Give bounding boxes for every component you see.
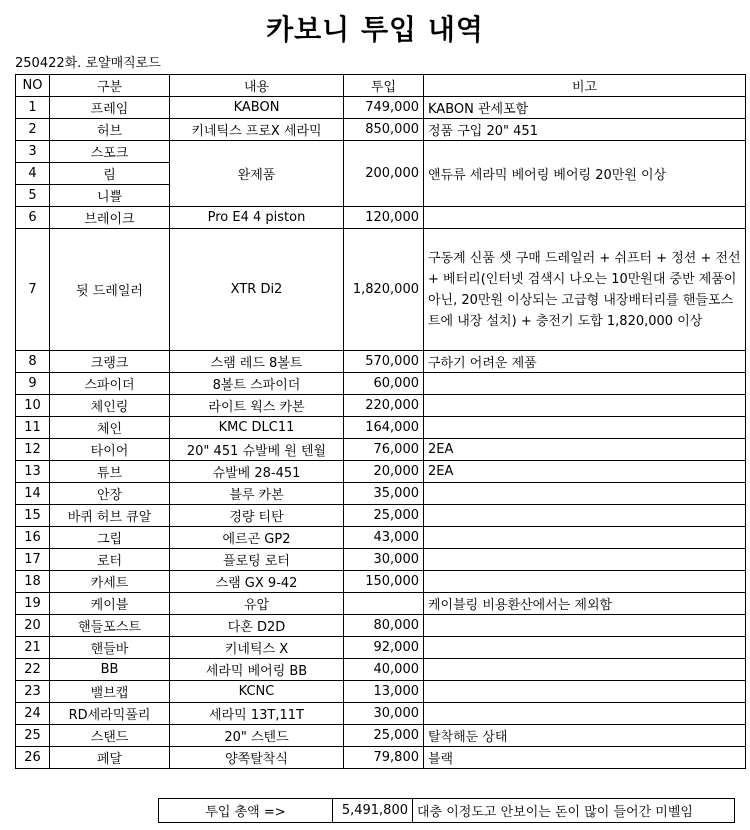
cell-amount: 25,000: [344, 725, 424, 747]
cell-note: [424, 207, 746, 229]
cell-no: 8: [16, 351, 50, 373]
cell-category: 로터: [50, 549, 170, 571]
cell-note: [424, 703, 746, 725]
cell-note: [424, 483, 746, 505]
cell-category: 튜브: [50, 461, 170, 483]
cell-amount: 92,000: [344, 637, 424, 659]
cell-amount: 20,000: [344, 461, 424, 483]
cell-category: 바퀴 허브 큐알: [50, 505, 170, 527]
cell-category: 니쁠: [50, 185, 170, 207]
cell-amount: 60,000: [344, 373, 424, 395]
cell-item: 슈발베 28-451: [170, 461, 344, 483]
header-item: 내용: [170, 75, 344, 97]
cell-amount: 120,000: [344, 207, 424, 229]
cell-no: 19: [16, 593, 50, 615]
cell-amount: 43,000: [344, 527, 424, 549]
cell-item: 세라믹 13T,11T: [170, 703, 344, 725]
header-note: 비고: [424, 75, 746, 97]
total-row: [159, 799, 735, 823]
cell-note: 케이블링 비용환산에서는 제외함: [424, 593, 746, 615]
cell-amount: 200,000: [344, 141, 424, 207]
cell-no: 16: [16, 527, 50, 549]
cell-item: 스램 레드 8볼트: [170, 351, 344, 373]
header-no: NO: [16, 75, 50, 97]
page-title: 카보니 투입 내역: [266, 13, 484, 46]
cell-note: [424, 417, 746, 439]
cell-amount: 220,000: [344, 395, 424, 417]
table-row: [16, 659, 746, 681]
cell-category: 체인링: [50, 395, 170, 417]
cell-item: 양쪽탈착식: [170, 747, 344, 769]
cell-category: 그립: [50, 527, 170, 549]
cell-no: 9: [16, 373, 50, 395]
table-row: [16, 615, 746, 637]
cell-no: 18: [16, 571, 50, 593]
investment-table: [15, 74, 746, 769]
cell-note: 2EA: [424, 461, 746, 483]
cell-amount: 749,000: [344, 97, 424, 119]
cell-no: 6: [16, 207, 50, 229]
cell-item: 20" 451 슈발베 원 텐월: [170, 439, 344, 461]
cell-category: 핸들포스트: [50, 615, 170, 637]
cell-item: KABON: [170, 97, 344, 119]
cell-category: 카세트: [50, 571, 170, 593]
table-row: [16, 505, 746, 527]
cell-no: 24: [16, 703, 50, 725]
cell-category: 핸들바: [50, 637, 170, 659]
cell-category: 타이어: [50, 439, 170, 461]
cell-item: 유압: [170, 593, 344, 615]
cell-item: 플로팅 로터: [170, 549, 344, 571]
total-note: 대충 이정도고 안보이는 돈이 많이 들어간 미벨임: [413, 799, 735, 823]
cell-item: 에르곤 GP2: [170, 527, 344, 549]
cell-amount: 79,800: [344, 747, 424, 769]
cell-amount: 164,000: [344, 417, 424, 439]
table-row: [16, 747, 746, 769]
cell-item: 키네틱스 프로X 세라믹: [170, 119, 344, 141]
cell-no: 2: [16, 119, 50, 141]
cell-note: 블랙: [424, 747, 746, 769]
cell-category: BB: [50, 659, 170, 681]
cell-category: 브레이크: [50, 207, 170, 229]
cell-amount: 30,000: [344, 549, 424, 571]
cell-no: 23: [16, 681, 50, 703]
cell-amount: 150,000: [344, 571, 424, 593]
header-category: 구분: [50, 75, 170, 97]
cell-amount: 35,000: [344, 483, 424, 505]
cell-note: [424, 549, 746, 571]
total-label: 투입 총액 =>: [159, 799, 333, 823]
cell-item: Pro E4 4 piston: [170, 207, 344, 229]
cell-amount: 850,000: [344, 119, 424, 141]
cell-note: 앤듀류 세라믹 베어링 베어링 20만원 이상: [424, 141, 746, 207]
cell-amount: 13,000: [344, 681, 424, 703]
cell-item: 세라믹 베어링 BB: [170, 659, 344, 681]
cell-item: 스램 GX 9-42: [170, 571, 344, 593]
cell-no: 4: [16, 163, 50, 185]
cell-note: [424, 681, 746, 703]
cell-item: 경량 티탄: [170, 505, 344, 527]
table-row: [16, 351, 746, 373]
cell-amount: 40,000: [344, 659, 424, 681]
cell-item: 8볼트 스파이더: [170, 373, 344, 395]
cell-no: 5: [16, 185, 50, 207]
cell-category: 체인: [50, 417, 170, 439]
table-row: [16, 395, 746, 417]
cell-note: [424, 659, 746, 681]
table-row: [16, 461, 746, 483]
cell-note: 2EA: [424, 439, 746, 461]
cell-note: [424, 373, 746, 395]
cell-category: 스탠드: [50, 725, 170, 747]
cell-category: 스포크: [50, 141, 170, 163]
cell-no: 15: [16, 505, 50, 527]
cell-note: 탈착해둔 상태: [424, 725, 746, 747]
table-row: [16, 119, 746, 141]
cell-amount: 25,000: [344, 505, 424, 527]
table-row: [16, 703, 746, 725]
cell-category: 안장: [50, 483, 170, 505]
subtitle: 250422화. 로얄매직로드: [15, 56, 161, 71]
cell-category: RD세라믹풀리: [50, 703, 170, 725]
cell-category: 림: [50, 163, 170, 185]
cell-category: 프레임: [50, 97, 170, 119]
cell-note: 구동계 신품 셋 구매 드레일러 + 쉬프터 + 정션 + 전선 + 베터리(인터넷 검색시 나오는 10만원대 중반 제품이 아닌, 20만원 이상되는 고급형 내장배터리를 핸들포스트에 내장 설치) + 충전기 도합 1,820,000 이상: [424, 229, 746, 351]
cell-note: KABON 관세포함: [424, 97, 746, 119]
table-row: [16, 439, 746, 461]
cell-no: 13: [16, 461, 50, 483]
cell-no: 10: [16, 395, 50, 417]
cell-note: [424, 505, 746, 527]
total-table: [158, 798, 735, 823]
table-row: [16, 549, 746, 571]
cell-category: 페달: [50, 747, 170, 769]
cell-category: 허브: [50, 119, 170, 141]
cell-amount: [344, 593, 424, 615]
cell-amount: 570,000: [344, 351, 424, 373]
cell-no: 20: [16, 615, 50, 637]
cell-no: 7: [16, 229, 50, 351]
table-row: [16, 637, 746, 659]
cell-note: [424, 395, 746, 417]
cell-category: 밸브캡: [50, 681, 170, 703]
cell-note: 정품 구입 20" 451: [424, 119, 746, 141]
cell-amount: 76,000: [344, 439, 424, 461]
header-row: [16, 75, 746, 97]
table-row: [16, 141, 746, 163]
table-row: [16, 373, 746, 395]
cell-category: 크랭크: [50, 351, 170, 373]
cell-category: 스파이더: [50, 373, 170, 395]
total-amount: 5,491,800: [333, 799, 413, 823]
cell-no: 12: [16, 439, 50, 461]
table-row: [16, 571, 746, 593]
cell-note: [424, 527, 746, 549]
table-row: [16, 593, 746, 615]
table-row: [16, 229, 746, 351]
cell-no: 22: [16, 659, 50, 681]
cell-amount: 1,820,000: [344, 229, 424, 351]
table-row: [16, 417, 746, 439]
cell-no: 21: [16, 637, 50, 659]
cell-note: [424, 637, 746, 659]
cell-note: 구하기 어려운 제품: [424, 351, 746, 373]
cell-item: 20" 스텐드: [170, 725, 344, 747]
table-row: [16, 97, 746, 119]
header-amount: 투입: [344, 75, 424, 97]
cell-item: KCNC: [170, 681, 344, 703]
cell-note: [424, 615, 746, 637]
cell-item: 키네틱스 X: [170, 637, 344, 659]
table-row: [16, 725, 746, 747]
table-row: [16, 527, 746, 549]
cell-item: 블루 카본: [170, 483, 344, 505]
table-row: [16, 681, 746, 703]
cell-amount: 30,000: [344, 703, 424, 725]
cell-item: 완제품: [170, 141, 344, 207]
cell-category: 케이블: [50, 593, 170, 615]
cell-category: 뒷 드레일러: [50, 229, 170, 351]
cell-note: [424, 571, 746, 593]
cell-no: 26: [16, 747, 50, 769]
table-row: [16, 207, 746, 229]
cell-no: 3: [16, 141, 50, 163]
cell-no: 17: [16, 549, 50, 571]
cell-no: 11: [16, 417, 50, 439]
cell-no: 14: [16, 483, 50, 505]
cell-item: KMC DLC11: [170, 417, 344, 439]
cell-no: 1: [16, 97, 50, 119]
cell-item: 다혼 D2D: [170, 615, 344, 637]
cell-amount: 80,000: [344, 615, 424, 637]
cell-item: XTR Di2: [170, 229, 344, 351]
cell-item: 라이트 웍스 카본: [170, 395, 344, 417]
table-row: [16, 483, 746, 505]
cell-no: 25: [16, 725, 50, 747]
